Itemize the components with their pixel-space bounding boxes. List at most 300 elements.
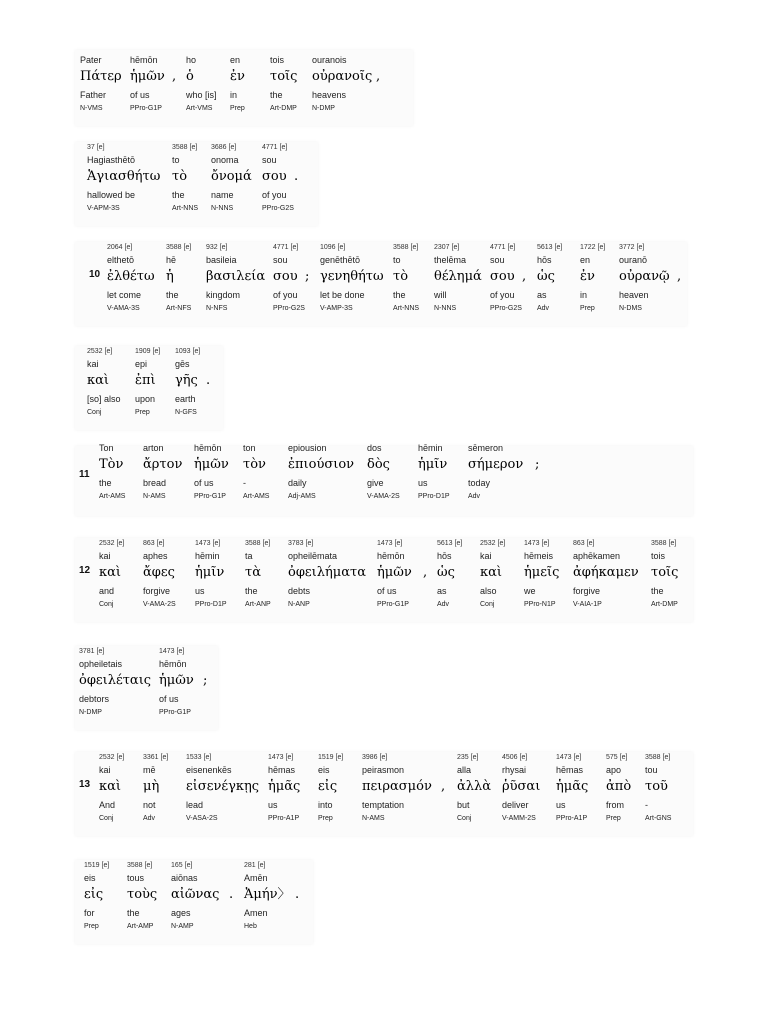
parsing-code[interactable]: Art-NFS <box>166 305 192 312</box>
transliteration: sou <box>490 255 505 265</box>
transliteration: Hagiasthētō <box>87 155 136 165</box>
transliteration: to <box>393 255 401 265</box>
greek-word: σου <box>262 169 287 184</box>
english-gloss: today <box>468 478 491 488</box>
english-gloss: the <box>651 586 664 596</box>
strongs-number[interactable]: 5613 [e] <box>537 244 563 251</box>
strongs-number[interactable]: 281 [e] <box>244 862 266 869</box>
greek-word: καὶ <box>87 373 110 388</box>
strongs-number[interactable]: 3361 [e] <box>143 754 169 761</box>
greek-word: οὐρανοῖς <box>312 69 373 84</box>
transliteration: hēmōn <box>377 551 405 561</box>
strongs-number[interactable] <box>418 430 450 442</box>
word-column[interactable] <box>320 242 384 315</box>
transliteration: kai <box>87 359 99 369</box>
word-column[interactable] <box>166 242 191 315</box>
strongs-number[interactable]: 3772 [e] <box>619 244 645 251</box>
strongs-number[interactable]: 4771 [e] <box>273 244 299 251</box>
strongs-number[interactable]: 4771 [e] <box>262 144 288 151</box>
parsing-code[interactable]: Art-DMP <box>651 601 678 608</box>
greek-word: εἰς <box>84 887 104 902</box>
english-gloss: earth <box>175 394 196 404</box>
word-column[interactable] <box>186 42 217 115</box>
parsing-code[interactable]: Adv <box>437 601 450 608</box>
parsing-code[interactable]: PPro-G1P <box>377 601 409 608</box>
word-column[interactable] <box>288 430 354 503</box>
parsing-code[interactable]: V-AMP-3S <box>320 305 353 312</box>
parsing-code[interactable]: Prep <box>135 409 150 416</box>
parsing-code[interactable]: N-AMS <box>362 815 385 822</box>
word-column[interactable] <box>362 752 432 825</box>
transliteration: hēmōn <box>130 55 158 65</box>
strongs-number[interactable] <box>194 430 229 442</box>
greek-word: ῥῦσαι <box>502 779 541 794</box>
word-column[interactable] <box>288 538 366 611</box>
strongs-number[interactable] <box>270 42 297 54</box>
strongs-number[interactable]: 3686 [e] <box>211 144 237 151</box>
parsing-code[interactable]: Prep <box>606 815 621 822</box>
word-column[interactable] <box>127 860 157 933</box>
punctuation: , <box>677 269 682 284</box>
parsing-code[interactable]: V-AMM-2S <box>502 815 536 822</box>
word-column[interactable] <box>245 538 271 611</box>
parsing-code[interactable]: PPro-A1P <box>268 815 300 822</box>
word-column[interactable] <box>143 430 182 503</box>
word-column[interactable] <box>502 752 540 825</box>
english-gloss: also <box>480 586 497 596</box>
word-column[interactable] <box>244 860 291 933</box>
transliteration: hēmin <box>418 443 443 453</box>
word-column[interactable] <box>651 538 678 611</box>
punctuation: ; <box>305 269 310 284</box>
word-column[interactable] <box>377 538 412 611</box>
word-column[interactable] <box>393 242 419 315</box>
parsing-code[interactable]: Art-VMS <box>186 105 213 112</box>
english-gloss: of you <box>262 190 287 200</box>
greek-word: τὰ <box>245 565 261 580</box>
transliteration: gēs <box>175 359 190 369</box>
strongs-number[interactable]: 863 [e] <box>573 540 595 547</box>
punctuation: , <box>522 269 527 284</box>
parsing-code[interactable]: Prep <box>580 305 595 312</box>
punctuation: , <box>376 69 381 84</box>
punctuation: . <box>229 887 234 902</box>
english-gloss: bread <box>143 478 167 488</box>
word-column[interactable] <box>268 752 300 825</box>
strongs-number[interactable] <box>243 430 269 442</box>
punctuation: ; <box>203 673 208 688</box>
greek-word: πειρασμόν <box>362 779 432 794</box>
strongs-number[interactable]: 575 [e] <box>606 754 628 761</box>
greek-word: αἰῶνας <box>171 887 220 902</box>
english-gloss: heavens <box>312 90 347 100</box>
transliteration: tous <box>127 873 145 883</box>
parsing-code[interactable]: Conj <box>457 815 472 822</box>
strongs-number[interactable]: 1533 [e] <box>186 754 212 761</box>
parsing-code[interactable]: N-GFS <box>175 409 197 416</box>
word-column[interactable] <box>434 242 482 315</box>
parsing-code[interactable]: N-DMS <box>619 305 642 312</box>
strongs-number[interactable]: 37 [e] <box>87 144 105 151</box>
transliteration: hēmōn <box>159 659 187 669</box>
parsing-code[interactable]: V-ASA-2S <box>186 815 218 822</box>
english-gloss: the <box>127 908 140 918</box>
greek-word: ὡς <box>437 565 455 580</box>
word-column[interactable] <box>606 752 631 825</box>
parsing-code[interactable]: N-DMP <box>79 709 102 716</box>
english-gloss: of us <box>159 694 179 704</box>
parsing-code[interactable]: Art-NNS <box>172 205 199 212</box>
word-column[interactable] <box>175 346 200 419</box>
word-column[interactable] <box>130 42 165 115</box>
strongs-number[interactable]: 235 [e] <box>457 754 479 761</box>
word-column[interactable] <box>107 242 155 315</box>
english-gloss: the <box>99 478 112 488</box>
parsing-code[interactable]: PPro-G1P <box>159 709 191 716</box>
transliteration: elthetō <box>107 255 135 265</box>
english-gloss: in <box>230 90 238 100</box>
english-gloss: as <box>537 290 547 300</box>
english-gloss: and <box>99 586 115 596</box>
english-gloss: but <box>457 800 470 810</box>
strongs-number[interactable] <box>230 42 245 54</box>
greek-word: ἀφήκαμεν <box>573 565 639 580</box>
word-column[interactable] <box>537 242 562 315</box>
word-column[interactable] <box>524 538 559 611</box>
strongs-number[interactable]: 1473 [e] <box>195 540 221 547</box>
word-column[interactable] <box>270 42 297 115</box>
parsing-code[interactable]: Art-AMS <box>243 493 270 500</box>
english-gloss: the <box>393 290 406 300</box>
greek-word: τοῖς <box>270 69 298 84</box>
strongs-number[interactable] <box>80 42 122 54</box>
greek-word: Ἁγιασθήτω <box>87 169 161 184</box>
word-column[interactable] <box>159 646 194 719</box>
english-gloss: us <box>418 478 428 488</box>
strongs-number[interactable]: 863 [e] <box>143 540 165 547</box>
greek-word: ὀφειλέταις <box>79 673 152 688</box>
transliteration: ta <box>245 551 253 561</box>
greek-word: ἡ <box>166 269 174 284</box>
english-gloss: let come <box>107 290 142 300</box>
word-column[interactable] <box>171 860 219 933</box>
greek-word: ἐπιούσιον <box>288 457 355 472</box>
parsing-code[interactable]: Adv <box>537 305 550 312</box>
transliteration: Pater <box>80 55 102 65</box>
english-gloss: into <box>318 800 333 810</box>
parsing-code[interactable]: V-AMA-2S <box>143 601 176 608</box>
parsing-code[interactable]: Art-GNS <box>645 815 672 822</box>
greek-word: ὁ <box>186 69 194 84</box>
strongs-number[interactable]: 3783 [e] <box>288 540 314 547</box>
greek-word: τὸν <box>243 457 266 472</box>
parsing-code[interactable]: Art-AMS <box>99 493 126 500</box>
strongs-number[interactable] <box>143 430 182 442</box>
verse-number: 13 <box>79 779 91 790</box>
english-gloss: we <box>524 586 536 596</box>
strongs-number[interactable]: 932 [e] <box>206 244 228 251</box>
verse-number: 10 <box>89 269 101 280</box>
strongs-number[interactable] <box>99 430 125 442</box>
strongs-number[interactable] <box>367 430 400 442</box>
strongs-number[interactable]: 2532 [e] <box>480 540 506 547</box>
parsing-code[interactable]: PPro-N1P <box>524 601 556 608</box>
parsing-code[interactable]: V-AIA-1P <box>573 601 602 608</box>
word-column[interactable] <box>172 142 198 215</box>
transliteration: Amēn <box>244 873 268 883</box>
strongs-number[interactable]: 3588 [e] <box>172 144 198 151</box>
english-gloss: for <box>84 908 95 918</box>
transliteration: ho <box>186 55 197 65</box>
word-column[interactable] <box>195 538 227 611</box>
parsing-code[interactable]: PPro-A1P <box>556 815 588 822</box>
word-column[interactable] <box>418 430 450 503</box>
english-gloss: forgive <box>573 586 601 596</box>
greek-word: καὶ <box>99 779 122 794</box>
word-column[interactable] <box>645 752 671 825</box>
parsing-code[interactable]: Conj <box>480 601 495 608</box>
strongs-number[interactable]: 3588 [e] <box>166 244 192 251</box>
english-gloss: upon <box>135 394 156 404</box>
english-gloss: lead <box>186 800 204 810</box>
parsing-code[interactable]: V-AMA-2S <box>367 493 400 500</box>
parsing-code[interactable]: N-ANP <box>288 601 310 608</box>
word-column[interactable] <box>457 752 491 825</box>
strongs-number[interactable]: 3588 [e] <box>245 540 271 547</box>
parsing-code[interactable]: PPro-G1P <box>194 493 226 500</box>
word-column[interactable] <box>206 242 265 315</box>
word-column[interactable] <box>490 242 522 315</box>
transliteration: hēmas <box>556 765 584 775</box>
punctuation: , <box>441 779 446 794</box>
word-column[interactable] <box>194 430 229 503</box>
parsing-code[interactable]: N-AMP <box>171 923 194 930</box>
parsing-code[interactable]: N-VMS <box>80 105 103 112</box>
parsing-code[interactable]: Art-ANP <box>245 601 271 608</box>
word-column[interactable] <box>230 42 245 115</box>
parsing-code[interactable]: N-NFS <box>206 305 228 312</box>
parsing-code[interactable]: PPro-D1P <box>418 493 450 500</box>
word-column[interactable] <box>318 752 343 825</box>
strongs-number[interactable]: 1096 [e] <box>320 244 346 251</box>
word-column[interactable] <box>580 242 605 315</box>
strongs-number[interactable] <box>130 42 165 54</box>
word-column[interactable] <box>367 430 400 503</box>
word-column[interactable] <box>573 538 639 611</box>
strongs-number[interactable]: 165 [e] <box>171 862 193 869</box>
english-gloss: temptation <box>362 800 405 810</box>
word-column[interactable] <box>87 346 121 419</box>
parsing-code[interactable]: Prep <box>230 105 245 112</box>
transliteration: en <box>580 255 591 265</box>
english-gloss: the <box>245 586 258 596</box>
strongs-number[interactable]: 1473 [e] <box>556 754 582 761</box>
transliteration: eisenenkēs <box>186 765 232 775</box>
strongs-number[interactable]: 1519 [e] <box>84 862 110 869</box>
word-column[interactable] <box>619 242 670 315</box>
strongs-number[interactable]: 2532 [e] <box>99 540 125 547</box>
english-gloss: who [is] <box>186 90 217 100</box>
greek-word: δὸς <box>367 457 390 472</box>
english-gloss: Amen <box>244 908 268 918</box>
english-gloss: the <box>270 90 283 100</box>
punctuation: . <box>206 373 211 388</box>
strongs-number[interactable]: 1473 [e] <box>268 754 294 761</box>
strongs-number[interactable]: 3588 [e] <box>127 862 153 869</box>
strongs-number[interactable] <box>468 430 523 442</box>
word-column[interactable] <box>84 860 109 933</box>
greek-word: εἰς <box>318 779 338 794</box>
parsing-code[interactable]: Heb <box>244 923 257 930</box>
strongs-number[interactable]: 3986 [e] <box>362 754 388 761</box>
greek-word: τοῦ <box>645 779 668 794</box>
greek-word: σου <box>273 269 298 284</box>
greek-word: θέλημά <box>434 269 482 284</box>
punctuation: , <box>423 565 428 580</box>
strongs-number[interactable]: 2532 [e] <box>99 754 125 761</box>
strongs-number[interactable]: 1473 [e] <box>159 648 185 655</box>
transliteration: mē <box>143 765 156 775</box>
word-column[interactable] <box>262 142 294 215</box>
greek-word: ἄφες <box>143 565 175 580</box>
greek-word: ὀφειλήματα <box>288 565 366 580</box>
transliteration: ouranō <box>619 255 648 265</box>
strongs-number[interactable]: 2064 [e] <box>107 244 133 251</box>
transliteration: hēmas <box>268 765 296 775</box>
transliteration: epi <box>135 359 148 369</box>
english-gloss: And <box>99 800 116 810</box>
parsing-code[interactable]: PPro-D1P <box>195 601 227 608</box>
word-column[interactable] <box>556 752 588 825</box>
parsing-code[interactable]: V-AMA-3S <box>107 305 140 312</box>
word-column[interactable] <box>211 142 252 215</box>
strongs-number[interactable]: 1093 [e] <box>175 348 201 355</box>
parsing-code[interactable]: PPro-G2S <box>262 205 294 212</box>
english-gloss: let be done <box>320 290 365 300</box>
transliteration: epiousion <box>288 443 327 453</box>
strongs-number[interactable]: 2307 [e] <box>434 244 460 251</box>
word-column[interactable] <box>99 538 124 611</box>
strongs-number[interactable] <box>312 42 372 54</box>
word-column[interactable] <box>87 142 160 215</box>
transliteration: hēmeis <box>524 551 554 561</box>
strongs-number[interactable]: 5613 [e] <box>437 540 463 547</box>
strongs-number[interactable]: 1909 [e] <box>135 348 161 355</box>
english-gloss: debts <box>288 586 311 596</box>
english-gloss: - <box>243 478 246 488</box>
greek-word: ἄρτον <box>143 457 183 472</box>
parsing-code[interactable]: Art-AMP <box>127 923 154 930</box>
parsing-code[interactable]: PPro-G2S <box>273 305 305 312</box>
parsing-code[interactable]: N-AMS <box>143 493 166 500</box>
word-column[interactable] <box>186 752 259 825</box>
greek-word: ἡμῖν <box>418 457 448 472</box>
greek-word: Ἀμήν〉 <box>244 887 291 902</box>
strongs-number[interactable]: 3588 [e] <box>645 754 671 761</box>
english-gloss: daily <box>288 478 307 488</box>
word-column[interactable] <box>99 752 124 825</box>
transliteration: ton <box>243 443 256 453</box>
parsing-code[interactable]: V-APM-3S <box>87 205 120 212</box>
word-column[interactable] <box>80 42 122 115</box>
parsing-code[interactable]: Art-NNS <box>393 305 420 312</box>
transliteration: sēmeron <box>468 443 504 453</box>
english-gloss: give <box>367 478 384 488</box>
parsing-code[interactable]: Prep <box>84 923 99 930</box>
word-column[interactable] <box>143 538 176 611</box>
parsing-code[interactable]: Adv <box>468 493 481 500</box>
greek-word: γῆς <box>175 373 198 388</box>
strongs-number[interactable]: 2532 [e] <box>87 348 113 355</box>
parsing-code[interactable]: Conj <box>99 601 114 608</box>
strongs-number[interactable]: 1519 [e] <box>318 754 344 761</box>
greek-word: ἡμᾶς <box>556 779 589 794</box>
english-gloss: the <box>172 190 185 200</box>
word-column[interactable] <box>99 430 125 503</box>
parsing-code[interactable]: N-DMP <box>312 105 335 112</box>
punctuation: , <box>172 69 177 84</box>
greek-word: ἡμεῖς <box>524 565 560 580</box>
strongs-number[interactable]: 1473 [e] <box>377 540 403 547</box>
english-gloss: Father <box>80 90 107 100</box>
greek-word: Πάτερ <box>80 69 122 84</box>
greek-word: καὶ <box>480 565 503 580</box>
strongs-number[interactable]: 1473 [e] <box>524 540 550 547</box>
strongs-number[interactable]: 3781 [e] <box>79 648 105 655</box>
word-column[interactable] <box>243 430 269 503</box>
word-column[interactable] <box>135 346 160 419</box>
transliteration: ouranois <box>312 55 347 65</box>
parsing-code[interactable]: PPro-G1P <box>130 105 162 112</box>
parsing-code[interactable]: Conj <box>99 815 114 822</box>
word-column[interactable] <box>273 242 305 315</box>
transliteration: aiōnas <box>171 873 198 883</box>
word-column[interactable] <box>312 42 372 115</box>
word-column[interactable] <box>480 538 505 611</box>
english-gloss: not <box>143 800 156 810</box>
verse-number: 11 <box>79 469 90 480</box>
word-column[interactable] <box>437 538 462 611</box>
strongs-number[interactable] <box>288 430 354 442</box>
english-gloss: heaven <box>619 290 649 300</box>
parsing-code[interactable]: N-NNS <box>434 305 457 312</box>
punctuation: . <box>294 169 299 184</box>
strongs-number[interactable]: 1722 [e] <box>580 244 606 251</box>
parsing-code[interactable]: Adv <box>143 815 156 822</box>
transliteration: thelēma <box>434 255 467 265</box>
greek-word: ἀλλὰ <box>457 779 492 794</box>
word-column[interactable] <box>79 646 151 719</box>
strongs-number[interactable]: 4771 [e] <box>490 244 516 251</box>
strongs-number[interactable]: 3588 [e] <box>393 244 419 251</box>
parsing-code[interactable]: PPro-G2S <box>490 305 522 312</box>
greek-word: ἡμῖν <box>195 565 225 580</box>
english-gloss: of us <box>194 478 214 488</box>
strongs-number[interactable] <box>186 42 217 54</box>
parsing-code[interactable]: Art-DMP <box>270 105 297 112</box>
transliteration: alla <box>457 765 472 775</box>
word-column[interactable] <box>468 430 523 503</box>
transliteration: hēmōn <box>194 443 222 453</box>
strongs-number[interactable]: 4506 [e] <box>502 754 528 761</box>
parsing-code[interactable]: Adj-AMS <box>288 493 316 500</box>
parsing-code[interactable]: N-NNS <box>211 205 234 212</box>
parsing-code[interactable]: Conj <box>87 409 102 416</box>
strongs-number[interactable]: 3588 [e] <box>651 540 677 547</box>
word-column[interactable] <box>143 752 168 825</box>
parsing-code[interactable]: Prep <box>318 815 333 822</box>
english-gloss: of you <box>273 290 298 300</box>
